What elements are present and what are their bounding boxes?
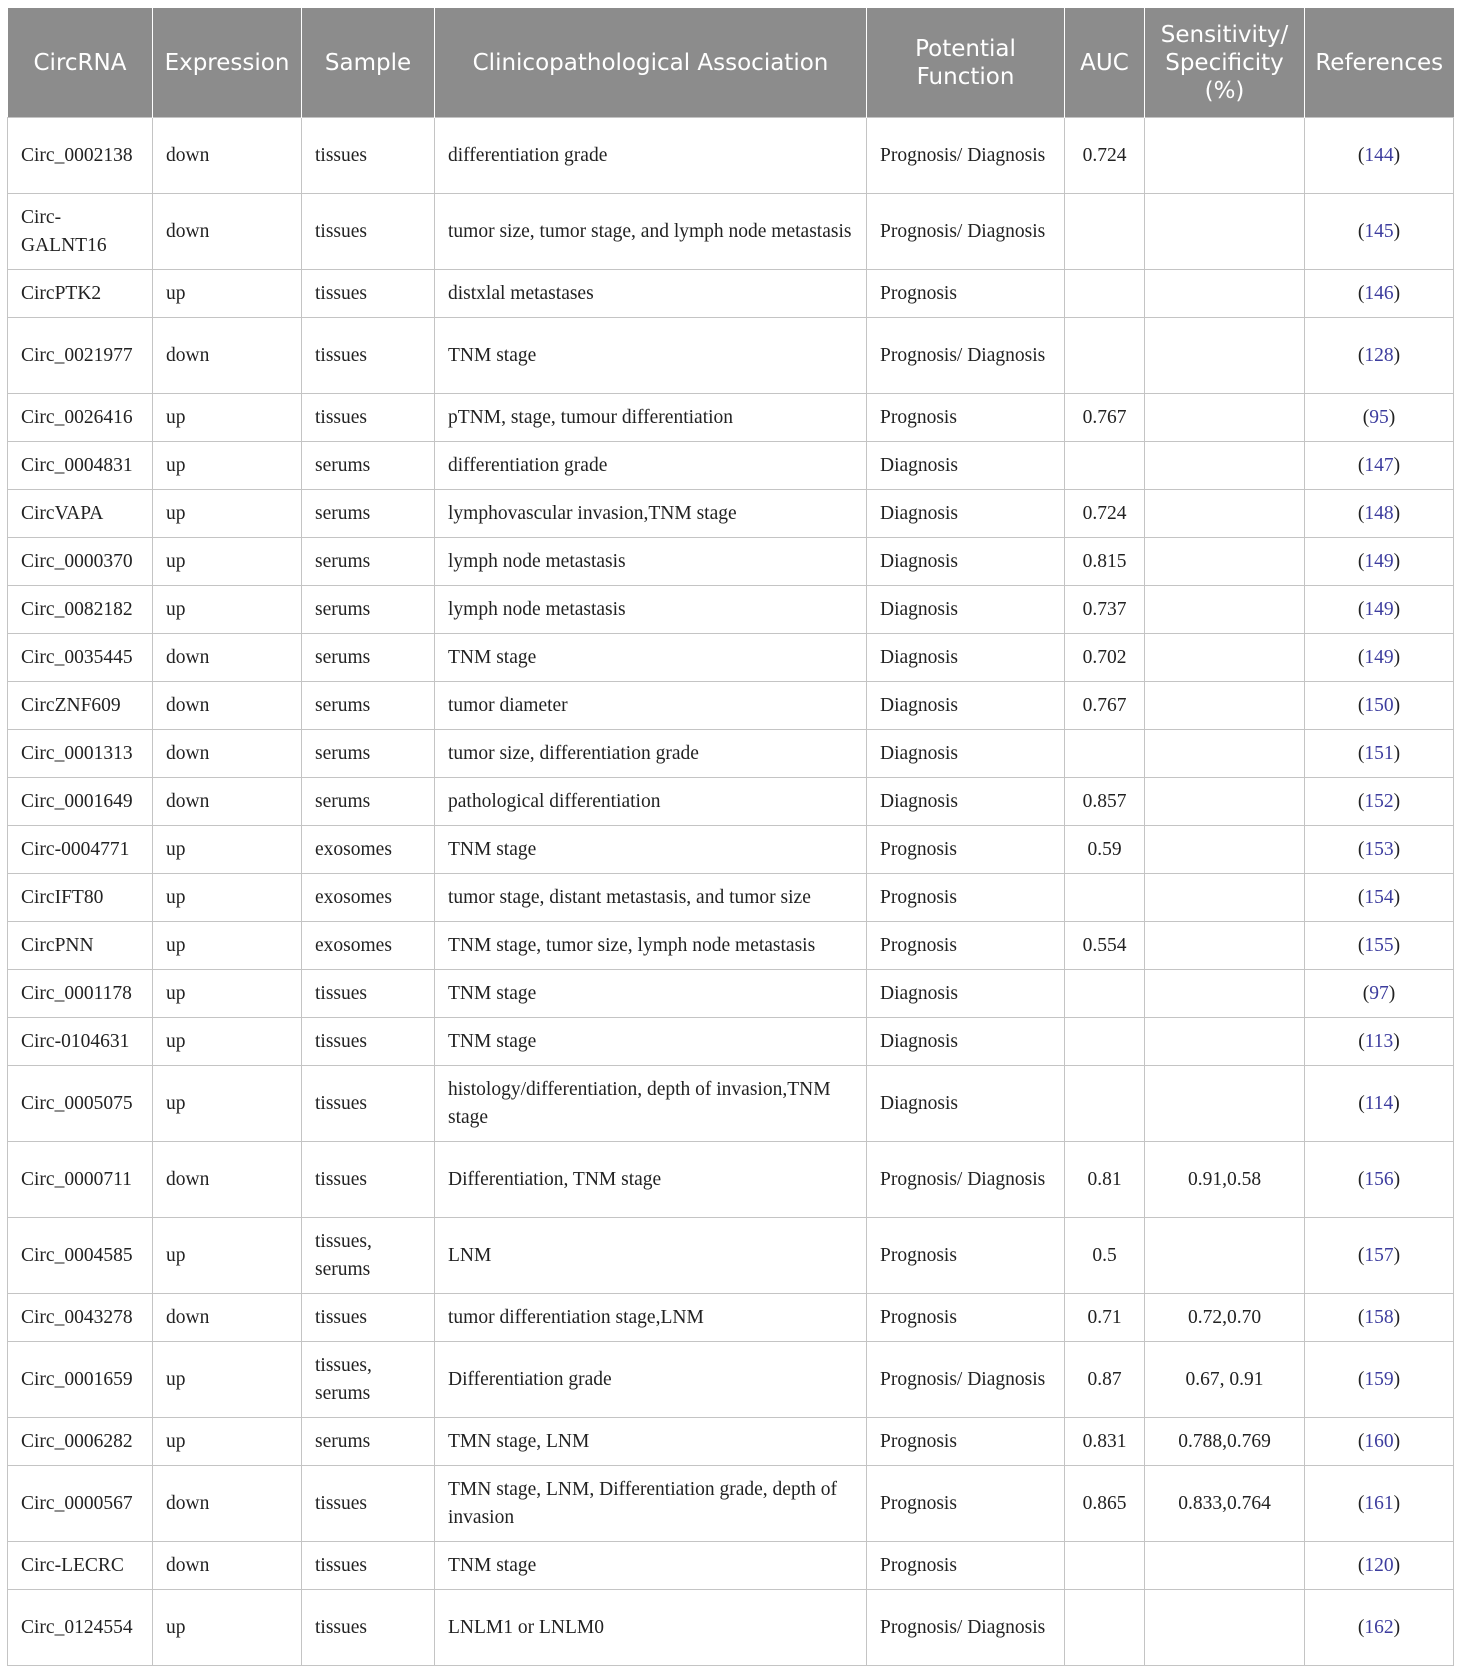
association-cell: TNM stage bbox=[435, 1542, 867, 1590]
circrna-cell: CircIFT80 bbox=[8, 874, 153, 922]
reference-cell: (97) bbox=[1305, 970, 1454, 1018]
expression-cell: up bbox=[153, 1418, 302, 1466]
auc-cell bbox=[1065, 1018, 1145, 1066]
circrna-cell: CircPNN bbox=[8, 922, 153, 970]
circrna-cell: Circ_0006282 bbox=[8, 1418, 153, 1466]
reference-link[interactable]: 97 bbox=[1369, 982, 1389, 1004]
auc-cell bbox=[1065, 1542, 1145, 1590]
sensitivity-cell: 0.67, 0.91 bbox=[1145, 1342, 1305, 1418]
auc-cell: 0.857 bbox=[1065, 778, 1145, 826]
reference-cell: (149) bbox=[1305, 538, 1454, 586]
expression-cell: up bbox=[153, 538, 302, 586]
circrna-cell: CircVAPA bbox=[8, 490, 153, 538]
sensitivity-cell bbox=[1145, 922, 1305, 970]
expression-cell: up bbox=[153, 442, 302, 490]
reference-cell: (154) bbox=[1305, 874, 1454, 922]
reference-cell: (156) bbox=[1305, 1142, 1454, 1218]
sensitivity-cell: 0.91,0.58 bbox=[1145, 1142, 1305, 1218]
expression-cell: up bbox=[153, 826, 302, 874]
header-auc: AUC bbox=[1065, 8, 1145, 118]
reference-cell: (145) bbox=[1305, 194, 1454, 270]
association-cell: TNM stage bbox=[435, 970, 867, 1018]
association-cell: lymph node metastasis bbox=[435, 586, 867, 634]
sensitivity-cell: 0.833,0.764 bbox=[1145, 1466, 1305, 1542]
circrna-cell: Circ_0002138 bbox=[8, 118, 153, 194]
association-cell: pTNM, stage, tumour differentiation bbox=[435, 394, 867, 442]
function-cell: Prognosis bbox=[867, 826, 1065, 874]
expression-cell: up bbox=[153, 394, 302, 442]
table-row bbox=[8, 1066, 1454, 1142]
table-row bbox=[8, 970, 1454, 1018]
table-row bbox=[8, 1466, 1454, 1542]
auc-cell: 0.71 bbox=[1065, 1294, 1145, 1342]
reference-cell: (158) bbox=[1305, 1294, 1454, 1342]
auc-cell bbox=[1065, 970, 1145, 1018]
circrna-cell: Circ_0124554 bbox=[8, 1590, 153, 1666]
expression-cell: down bbox=[153, 194, 302, 270]
sample-cell: tissues bbox=[302, 394, 435, 442]
sensitivity-cell bbox=[1145, 586, 1305, 634]
function-cell: Diagnosis bbox=[867, 1018, 1065, 1066]
association-cell: tumor size, tumor stage, and lymph node metastasis bbox=[435, 194, 867, 270]
reference-link[interactable]: 153 bbox=[1364, 838, 1394, 860]
reference-link[interactable]: 150 bbox=[1364, 694, 1394, 716]
function-cell: Prognosis bbox=[867, 1294, 1065, 1342]
table-row bbox=[8, 1590, 1454, 1666]
circrna-cell: Circ_0001313 bbox=[8, 730, 153, 778]
table-row bbox=[8, 538, 1454, 586]
association-cell: TNM stage, tumor size, lymph node metastasis bbox=[435, 922, 867, 970]
circrna-cell: Circ_0001178 bbox=[8, 970, 153, 1018]
expression-cell: up bbox=[153, 1218, 302, 1294]
reference-link[interactable]: 113 bbox=[1364, 1030, 1394, 1052]
sensitivity-cell bbox=[1145, 118, 1305, 194]
sensitivity-cell bbox=[1145, 1066, 1305, 1142]
auc-cell: 0.81 bbox=[1065, 1142, 1145, 1218]
expression-cell: up bbox=[153, 270, 302, 318]
expression-cell: down bbox=[153, 634, 302, 682]
sample-cell: tissues bbox=[302, 270, 435, 318]
table-row bbox=[8, 318, 1454, 394]
function-cell: Diagnosis bbox=[867, 586, 1065, 634]
function-cell: Diagnosis bbox=[867, 634, 1065, 682]
sensitivity-cell bbox=[1145, 1590, 1305, 1666]
circrna-table bbox=[7, 8, 1454, 1666]
reference-link[interactable]: 162 bbox=[1364, 1616, 1394, 1638]
sensitivity-cell bbox=[1145, 1542, 1305, 1590]
expression-cell: up bbox=[153, 1066, 302, 1142]
reference-link[interactable]: 159 bbox=[1364, 1368, 1394, 1390]
association-cell: tumor differentiation stage,LNM bbox=[435, 1294, 867, 1342]
circrna-cell: Circ_0000711 bbox=[8, 1142, 153, 1218]
sample-cell: tissues bbox=[302, 1466, 435, 1542]
circrna-cell: Circ_0004585 bbox=[8, 1218, 153, 1294]
table-row bbox=[8, 442, 1454, 490]
expression-cell: up bbox=[153, 586, 302, 634]
function-cell: Prognosis bbox=[867, 874, 1065, 922]
association-cell: TNM stage bbox=[435, 1018, 867, 1066]
reference-cell: (95) bbox=[1305, 394, 1454, 442]
sensitivity-cell bbox=[1145, 874, 1305, 922]
expression-cell: down bbox=[153, 1466, 302, 1542]
header-references: References bbox=[1305, 8, 1454, 118]
association-cell: LNLM1 or LNLM0 bbox=[435, 1590, 867, 1666]
sample-cell: serums bbox=[302, 1418, 435, 1466]
auc-cell bbox=[1065, 442, 1145, 490]
reference-link[interactable]: 145 bbox=[1364, 220, 1394, 242]
reference-link[interactable]: 149 bbox=[1364, 598, 1394, 620]
reference-link[interactable]: 146 bbox=[1364, 282, 1394, 304]
association-cell: TMN stage, LNM bbox=[435, 1418, 867, 1466]
sample-cell: tissues bbox=[302, 194, 435, 270]
expression-cell: down bbox=[153, 778, 302, 826]
circrna-cell: Circ-GALNT16 bbox=[8, 194, 153, 270]
reference-cell: (153) bbox=[1305, 826, 1454, 874]
association-cell: Differentiation, TNM stage bbox=[435, 1142, 867, 1218]
header-potential-function: Potential Function bbox=[867, 8, 1065, 118]
sample-cell: exosomes bbox=[302, 874, 435, 922]
association-cell: tumor size, differentiation grade bbox=[435, 730, 867, 778]
table-row bbox=[8, 1418, 1454, 1466]
sensitivity-cell bbox=[1145, 270, 1305, 318]
reference-cell: (162) bbox=[1305, 1590, 1454, 1666]
reference-link[interactable]: 95 bbox=[1369, 406, 1389, 428]
reference-link[interactable]: 120 bbox=[1364, 1554, 1394, 1576]
sample-cell: serums bbox=[302, 778, 435, 826]
association-cell: LNM bbox=[435, 1218, 867, 1294]
sample-cell: serums bbox=[302, 538, 435, 586]
circrna-cell: Circ_0000567 bbox=[8, 1466, 153, 1542]
auc-cell: 0.724 bbox=[1065, 118, 1145, 194]
table-row bbox=[8, 194, 1454, 270]
sensitivity-cell bbox=[1145, 442, 1305, 490]
auc-cell: 0.767 bbox=[1065, 394, 1145, 442]
expression-cell: up bbox=[153, 1342, 302, 1418]
auc-cell: 0.815 bbox=[1065, 538, 1145, 586]
association-cell: TNM stage bbox=[435, 318, 867, 394]
auc-cell: 0.554 bbox=[1065, 922, 1145, 970]
function-cell: Prognosis/ Diagnosis bbox=[867, 1142, 1065, 1218]
sensitivity-cell bbox=[1145, 318, 1305, 394]
association-cell: lymph node metastasis bbox=[435, 538, 867, 586]
sensitivity-cell bbox=[1145, 394, 1305, 442]
table-row bbox=[8, 826, 1454, 874]
reference-cell: (160) bbox=[1305, 1418, 1454, 1466]
circrna-cell: Circ_0082182 bbox=[8, 586, 153, 634]
expression-cell: down bbox=[153, 118, 302, 194]
table-row bbox=[8, 490, 1454, 538]
function-cell: Prognosis bbox=[867, 1418, 1065, 1466]
sensitivity-cell bbox=[1145, 634, 1305, 682]
auc-cell: 0.831 bbox=[1065, 1418, 1145, 1466]
sensitivity-cell bbox=[1145, 1218, 1305, 1294]
table-row bbox=[8, 778, 1454, 826]
sensitivity-cell bbox=[1145, 1018, 1305, 1066]
table-row bbox=[8, 922, 1454, 970]
table-row bbox=[8, 1294, 1454, 1342]
sample-cell: tissues bbox=[302, 1590, 435, 1666]
sensitivity-cell bbox=[1145, 730, 1305, 778]
function-cell: Prognosis/ Diagnosis bbox=[867, 1342, 1065, 1418]
sample-cell: tissues, serums bbox=[302, 1218, 435, 1294]
table-row bbox=[8, 874, 1454, 922]
association-cell: TNM stage bbox=[435, 634, 867, 682]
sensitivity-cell bbox=[1145, 778, 1305, 826]
sample-cell: tissues bbox=[302, 118, 435, 194]
association-cell: pathological differentiation bbox=[435, 778, 867, 826]
sample-cell: tissues bbox=[302, 318, 435, 394]
reference-link[interactable]: 155 bbox=[1364, 934, 1394, 956]
sensitivity-cell bbox=[1145, 194, 1305, 270]
header-circrna: CircRNA bbox=[8, 8, 153, 118]
expression-cell: down bbox=[153, 1294, 302, 1342]
function-cell: Prognosis bbox=[867, 922, 1065, 970]
circrna-cell: Circ-LECRC bbox=[8, 1542, 153, 1590]
function-cell: Prognosis/ Diagnosis bbox=[867, 194, 1065, 270]
function-cell: Diagnosis bbox=[867, 442, 1065, 490]
reference-link[interactable]: 149 bbox=[1364, 646, 1394, 668]
sensitivity-cell bbox=[1145, 538, 1305, 586]
table-row bbox=[8, 1018, 1454, 1066]
circrna-cell: Circ_0001649 bbox=[8, 778, 153, 826]
sensitivity-cell bbox=[1145, 682, 1305, 730]
table-row bbox=[8, 270, 1454, 318]
circrna-cell: CircZNF609 bbox=[8, 682, 153, 730]
association-cell: Differentiation grade bbox=[435, 1342, 867, 1418]
association-cell: histology/differentiation, depth of invasion,TNM stage bbox=[435, 1066, 867, 1142]
circrna-cell: Circ_0026416 bbox=[8, 394, 153, 442]
reference-link[interactable]: 148 bbox=[1364, 502, 1394, 524]
association-cell: differentiation grade bbox=[435, 442, 867, 490]
auc-cell: 0.702 bbox=[1065, 634, 1145, 682]
association-cell: lymphovascular invasion,TNM stage bbox=[435, 490, 867, 538]
function-cell: Prognosis/ Diagnosis bbox=[867, 318, 1065, 394]
function-cell: Diagnosis bbox=[867, 490, 1065, 538]
reference-link[interactable]: 157 bbox=[1364, 1244, 1394, 1266]
association-cell: tumor diameter bbox=[435, 682, 867, 730]
auc-cell bbox=[1065, 270, 1145, 318]
circrna-cell: Circ_0004831 bbox=[8, 442, 153, 490]
reference-cell: (152) bbox=[1305, 778, 1454, 826]
table-row bbox=[8, 586, 1454, 634]
sensitivity-cell: 0.788,0.769 bbox=[1145, 1418, 1305, 1466]
association-cell: differentiation grade bbox=[435, 118, 867, 194]
sample-cell: tissues bbox=[302, 1542, 435, 1590]
reference-cell: (161) bbox=[1305, 1466, 1454, 1542]
auc-cell: 0.737 bbox=[1065, 586, 1145, 634]
function-cell: Diagnosis bbox=[867, 778, 1065, 826]
reference-cell: (150) bbox=[1305, 682, 1454, 730]
reference-cell: (144) bbox=[1305, 118, 1454, 194]
table-row bbox=[8, 394, 1454, 442]
sample-cell: exosomes bbox=[302, 922, 435, 970]
table-header-row bbox=[8, 8, 1454, 118]
sample-cell: tissues bbox=[302, 1294, 435, 1342]
association-cell: TNM stage bbox=[435, 826, 867, 874]
reference-cell: (149) bbox=[1305, 586, 1454, 634]
auc-cell bbox=[1065, 1590, 1145, 1666]
function-cell: Prognosis bbox=[867, 270, 1065, 318]
reference-link[interactable]: 154 bbox=[1364, 886, 1394, 908]
reference-link[interactable]: 152 bbox=[1364, 790, 1394, 812]
function-cell: Prognosis/ Diagnosis bbox=[867, 118, 1065, 194]
auc-cell bbox=[1065, 1066, 1145, 1142]
function-cell: Prognosis bbox=[867, 1218, 1065, 1294]
table-row bbox=[8, 682, 1454, 730]
expression-cell: up bbox=[153, 922, 302, 970]
reference-link[interactable]: 147 bbox=[1364, 454, 1394, 476]
table-body bbox=[8, 118, 1454, 1666]
sample-cell: exosomes bbox=[302, 826, 435, 874]
expression-cell: up bbox=[153, 1018, 302, 1066]
sample-cell: serums bbox=[302, 634, 435, 682]
reference-cell: (114) bbox=[1305, 1066, 1454, 1142]
header-clinicopathological-association: Clinicopathological Association bbox=[435, 8, 867, 118]
table-row bbox=[8, 1542, 1454, 1590]
sample-cell: serums bbox=[302, 442, 435, 490]
auc-cell bbox=[1065, 194, 1145, 270]
header-expression: Expression bbox=[153, 8, 302, 118]
circrna-cell: Circ_0000370 bbox=[8, 538, 153, 586]
header-sensitivity-specificity: Sensitivity/ Specificity (%) bbox=[1145, 8, 1305, 118]
auc-cell: 0.5 bbox=[1065, 1218, 1145, 1294]
sample-cell: serums bbox=[302, 586, 435, 634]
reference-cell: (128) bbox=[1305, 318, 1454, 394]
circrna-cell: Circ_0021977 bbox=[8, 318, 153, 394]
table-row bbox=[8, 634, 1454, 682]
sample-cell: tissues bbox=[302, 970, 435, 1018]
reference-link[interactable]: 156 bbox=[1364, 1168, 1394, 1190]
expression-cell: up bbox=[153, 490, 302, 538]
circrna-cell: Circ_0005075 bbox=[8, 1066, 153, 1142]
auc-cell: 0.724 bbox=[1065, 490, 1145, 538]
circrna-cell: Circ-0004771 bbox=[8, 826, 153, 874]
sample-cell: serums bbox=[302, 490, 435, 538]
reference-cell: (146) bbox=[1305, 270, 1454, 318]
reference-cell: (113) bbox=[1305, 1018, 1454, 1066]
reference-link[interactable]: 128 bbox=[1364, 344, 1394, 366]
circrna-cell: Circ_0035445 bbox=[8, 634, 153, 682]
reference-cell: (120) bbox=[1305, 1542, 1454, 1590]
reference-cell: (151) bbox=[1305, 730, 1454, 778]
reference-link[interactable]: 149 bbox=[1364, 550, 1394, 572]
reference-cell: (147) bbox=[1305, 442, 1454, 490]
function-cell: Prognosis bbox=[867, 394, 1065, 442]
reference-link[interactable]: 114 bbox=[1364, 1092, 1394, 1114]
function-cell: Prognosis/ Diagnosis bbox=[867, 1590, 1065, 1666]
sample-cell: tissues bbox=[302, 1142, 435, 1218]
table-row bbox=[8, 1342, 1454, 1418]
function-cell: Diagnosis bbox=[867, 538, 1065, 586]
expression-cell: up bbox=[153, 874, 302, 922]
auc-cell bbox=[1065, 874, 1145, 922]
association-cell: distxlal metastases bbox=[435, 270, 867, 318]
expression-cell: up bbox=[153, 970, 302, 1018]
circrna-cell: Circ_0001659 bbox=[8, 1342, 153, 1418]
circrna-cell: Circ_0043278 bbox=[8, 1294, 153, 1342]
header-sample: Sample bbox=[302, 8, 435, 118]
auc-cell: 0.767 bbox=[1065, 682, 1145, 730]
auc-cell bbox=[1065, 730, 1145, 778]
sample-cell: tissues bbox=[302, 1066, 435, 1142]
expression-cell: down bbox=[153, 318, 302, 394]
expression-cell: down bbox=[153, 1142, 302, 1218]
auc-cell bbox=[1065, 318, 1145, 394]
association-cell: TMN stage, LNM, Differentiation grade, depth of invasion bbox=[435, 1466, 867, 1542]
function-cell: Diagnosis bbox=[867, 682, 1065, 730]
expression-cell: down bbox=[153, 1542, 302, 1590]
sensitivity-cell bbox=[1145, 826, 1305, 874]
association-cell: tumor stage, distant metastasis, and tumor size bbox=[435, 874, 867, 922]
sensitivity-cell bbox=[1145, 970, 1305, 1018]
expression-cell: down bbox=[153, 682, 302, 730]
auc-cell: 0.87 bbox=[1065, 1342, 1145, 1418]
function-cell: Diagnosis bbox=[867, 970, 1065, 1018]
reference-cell: (148) bbox=[1305, 490, 1454, 538]
reference-cell: (155) bbox=[1305, 922, 1454, 970]
sensitivity-cell: 0.72,0.70 bbox=[1145, 1294, 1305, 1342]
sample-cell: serums bbox=[302, 730, 435, 778]
sensitivity-cell bbox=[1145, 490, 1305, 538]
reference-link[interactable]: 144 bbox=[1364, 144, 1394, 166]
table-row bbox=[8, 730, 1454, 778]
reference-cell: (149) bbox=[1305, 634, 1454, 682]
auc-cell: 0.865 bbox=[1065, 1466, 1145, 1542]
function-cell: Prognosis bbox=[867, 1466, 1065, 1542]
circrna-cell: CircPTK2 bbox=[8, 270, 153, 318]
circrna-cell: Circ-0104631 bbox=[8, 1018, 153, 1066]
reference-link[interactable]: 161 bbox=[1364, 1492, 1394, 1514]
expression-cell: up bbox=[153, 1590, 302, 1666]
sample-cell: serums bbox=[302, 682, 435, 730]
function-cell: Diagnosis bbox=[867, 1066, 1065, 1142]
reference-link[interactable]: 158 bbox=[1364, 1306, 1394, 1328]
sample-cell: tissues, serums bbox=[302, 1342, 435, 1418]
function-cell: Prognosis bbox=[867, 1542, 1065, 1590]
expression-cell: down bbox=[153, 730, 302, 778]
table-row bbox=[8, 118, 1454, 194]
table-row bbox=[8, 1218, 1454, 1294]
table-row bbox=[8, 1142, 1454, 1218]
auc-cell: 0.59 bbox=[1065, 826, 1145, 874]
function-cell: Diagnosis bbox=[867, 730, 1065, 778]
reference-link[interactable]: 151 bbox=[1364, 742, 1394, 764]
reference-cell: (159) bbox=[1305, 1342, 1454, 1418]
sample-cell: tissues bbox=[302, 1018, 435, 1066]
reference-cell: (157) bbox=[1305, 1218, 1454, 1294]
reference-link[interactable]: 160 bbox=[1364, 1430, 1394, 1452]
